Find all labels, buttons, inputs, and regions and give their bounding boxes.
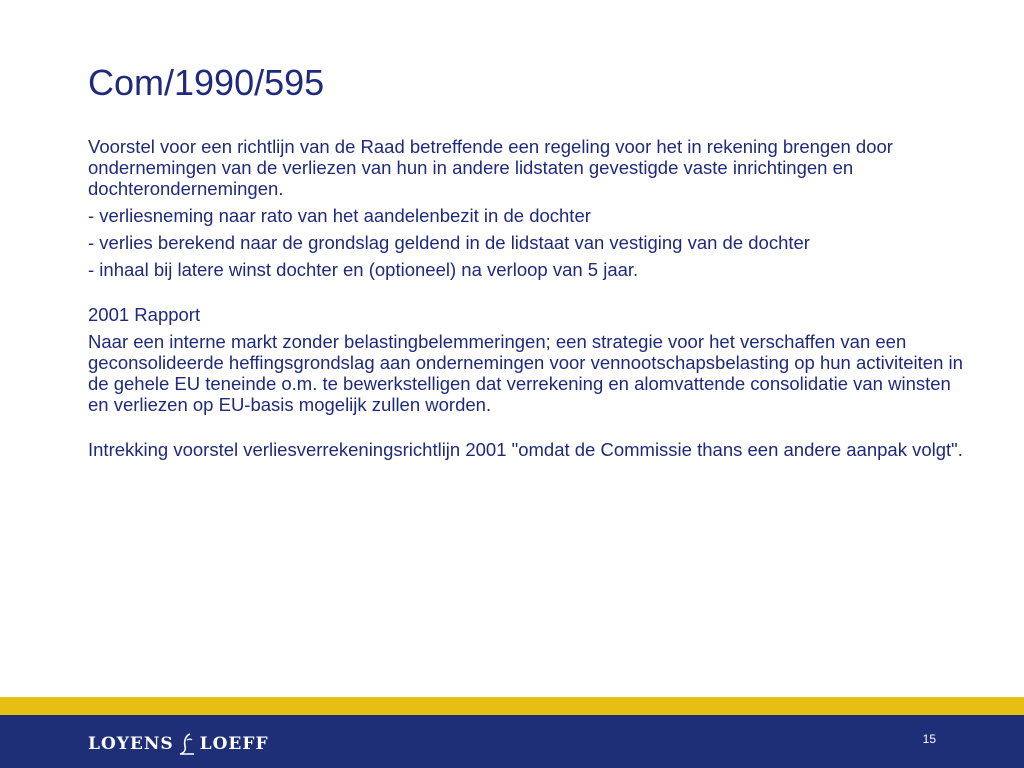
slide-title: Com/1990/595 xyxy=(88,62,325,103)
footer-yellow-band xyxy=(0,697,1024,715)
logo-text-right: LOEFF xyxy=(199,734,269,754)
bullet-item: - verlies berekend naar de grondslag geldend in de lidstaat van vestiging van de dochter xyxy=(88,232,810,253)
slide-body xyxy=(88,136,968,460)
page-number: 15 xyxy=(922,732,936,746)
intro-paragraph: Voorstel voor een richtlijn van de Raad betreffende een regeling voor het in rekening brengen door ondernemingen van de verliezen van hun in andere lidstaten gevestigde vaste inrichtingen en dochterondernemingen. xyxy=(88,136,893,199)
report-heading: 2001 Rapport xyxy=(88,304,201,325)
logo-text-left: LOYENS xyxy=(88,734,174,754)
withdrawal-paragraph: Intrekking voorstel verliesverrekeningsrichtlijn 2001 "omdat de Commissie thans een andere aanpak volgt". xyxy=(88,439,963,460)
company-logo xyxy=(88,733,269,755)
bullet-item: - verliesneming naar rato van het aandelenbezit in de dochter xyxy=(88,205,591,226)
bullet-item: - inhaal bij latere winst dochter en (optioneel) na verloop van 5 jaar. xyxy=(88,259,639,280)
report-paragraph: Naar een interne markt zonder belastingbelemmeringen; een strategie voor het verschaffen van een geconsolideerde heffingsgrondslag aan ondernemingen voor vennootschapsbelasting op hun activiteiten in de gehele EU teneinde o.m. te bewerkstelligen dat verrekening en alomvattende consolidatie van winsten en verliezen op EU-basis mogelijk zullen worden. xyxy=(88,331,963,415)
logo-emblem-icon xyxy=(176,732,198,756)
